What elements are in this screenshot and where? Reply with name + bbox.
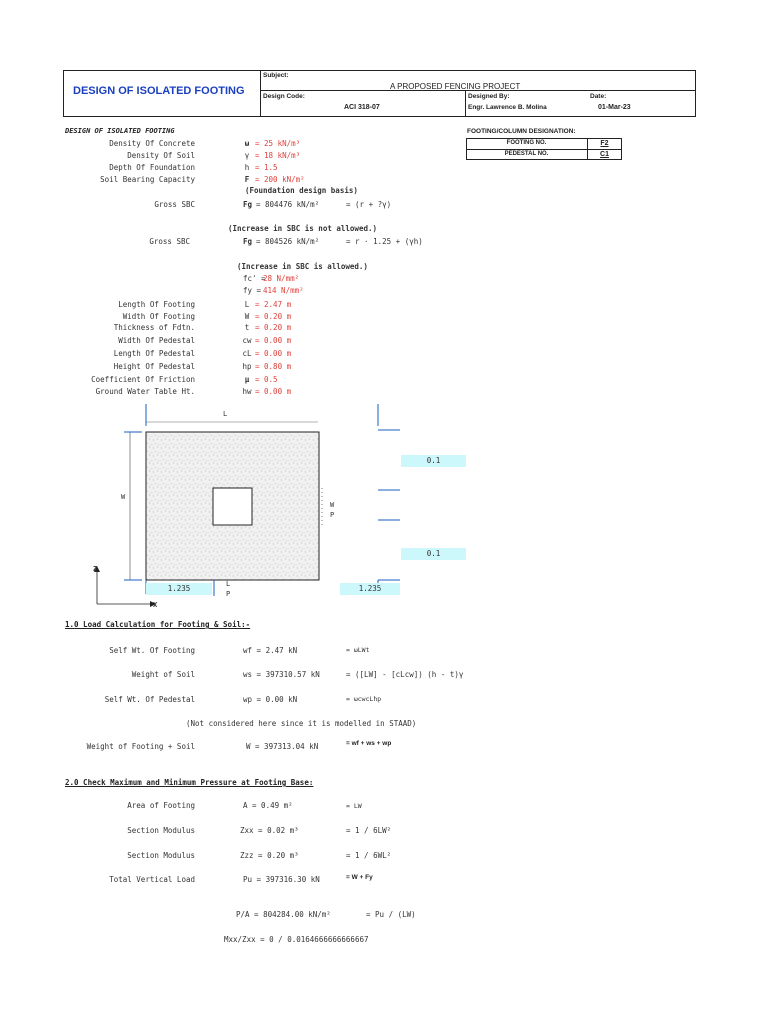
sbc-label: Soil Bearing Capacity	[100, 175, 195, 184]
pressure-heading: 2.0 Check Maximum and Minimum Pressure at Footing Base:	[65, 778, 314, 787]
sbc-allowed-note: (Increase in SBC is allowed.)	[237, 262, 368, 271]
thickness-label: Thickness of Fdtn.	[113, 323, 195, 332]
diagram-label-L: L	[223, 410, 228, 418]
friction-symbol: μ	[244, 375, 250, 384]
fc-value: 28 N/mm²	[263, 274, 300, 283]
density-concrete-symbol: ω	[244, 139, 250, 148]
height-pedestal-label: Height Of Pedestal	[113, 362, 195, 371]
gross-sbc-label-2: Gross SBC	[149, 237, 190, 246]
document-title: DESIGN OF ISOLATED FOOTING	[73, 85, 245, 97]
diagram-label-LP-l: L	[226, 580, 231, 588]
date-value: 01-Mar-23	[598, 104, 631, 111]
designation-heading: FOOTING/COLUMN DESIGNATION:	[467, 128, 576, 135]
designed-by-label: Designed By:	[468, 93, 510, 100]
gwt-label: Ground Water Table Ht.	[95, 387, 195, 396]
gross-sbc-formula-2: = r · 1.25 + (γh)	[346, 237, 423, 246]
gwt-value: = 0.00 m	[255, 387, 292, 396]
sbc-value: = 200 kN/m²	[255, 175, 305, 184]
pedestal-outline	[213, 488, 252, 525]
diagram-label-W: W	[121, 493, 126, 501]
width-footing-symbol: W	[244, 312, 250, 321]
pedestal-no-label: PEDESTAL NO.	[504, 151, 549, 157]
staad-note: (Not considered here since it is modelled in STAAD)	[186, 719, 417, 728]
pressure-pa-formula: = Pu / (LW)	[366, 910, 416, 919]
section-modulus-zz-label: Section Modulus	[127, 851, 195, 860]
bottom-right-offset: 1.235	[340, 583, 400, 595]
basis-note: (Foundation design basis)	[245, 186, 358, 195]
section-modulus-zz-formula: = 1 / 6WL²	[346, 851, 392, 860]
gross-sbc-label-1: Gross SBC	[154, 200, 195, 209]
height-pedestal-symbol: hp	[242, 362, 252, 371]
subject-value: A PROPOSED FENCING PROJECT	[390, 82, 521, 91]
length-footing-label: Length Of Footing	[118, 300, 195, 309]
gross-sbc-value-2: = 804526 kN/m²	[256, 237, 320, 246]
depth-symbol: h	[244, 163, 250, 172]
footing-plan-diagram	[80, 398, 480, 613]
self-wt-footing-formula: = ωLWt	[346, 646, 370, 654]
depth-label: Depth Of Foundation	[109, 163, 195, 172]
density-concrete-value: = 25 kN/m³	[255, 139, 301, 148]
pressure-pa-value: P/A = 804284.00 kN/m²	[236, 910, 331, 919]
right-bottom-offset: 0.1	[401, 548, 466, 560]
date-label: Date:	[590, 93, 607, 100]
axis-x-label: X	[153, 601, 158, 609]
friction-value: = 0.5	[255, 375, 278, 384]
density-soil-label: Density Of Soil	[127, 151, 195, 160]
width-footing-label: Width Of Footing	[122, 312, 195, 321]
design-code-value: ACI 318-07	[344, 104, 380, 111]
weight-footing-soil-formula: = wf + ws + wp	[346, 740, 392, 747]
area-footing-label: Area of Footing	[127, 801, 195, 810]
width-footing-value: = 0.20 m	[255, 312, 292, 321]
self-wt-pedestal-value: wp = 0.00 kN	[243, 695, 298, 704]
width-pedestal-symbol: cw	[242, 336, 252, 345]
pedestal-no-value: C1	[600, 151, 609, 158]
axis-z-label: Z	[93, 565, 98, 573]
section-modulus-xx-value: Zxx = 0.02 m³	[240, 826, 299, 835]
density-soil-value: = 18 kN/m³	[255, 151, 301, 160]
gross-sbc-value-1: = 804476 kN/m²	[256, 200, 320, 209]
designed-by-value: Engr. Lawrence B. Molina	[468, 104, 547, 111]
fy-symbol: fy =	[243, 286, 262, 295]
length-pedestal-symbol: cL	[242, 349, 252, 358]
density-soil-symbol: γ	[244, 151, 250, 160]
diagram-label-WP-p: P	[330, 511, 335, 519]
section-modulus-xx-label: Section Modulus	[127, 826, 195, 835]
length-footing-symbol: L	[244, 300, 250, 309]
diagram-label-LP-p: P	[226, 590, 231, 598]
width-pedestal-label: Width Of Pedestal	[118, 336, 195, 345]
moment-ratio-value: Mxx/Zxx = 0 / 0.0164666666666667	[224, 935, 369, 944]
gross-sbc-symbol-2: Fg	[243, 237, 253, 246]
load-calc-heading: 1.0 Load Calculation for Footing & Soil:-	[65, 620, 251, 629]
total-vertical-load-formula: = W + Fy	[346, 874, 373, 881]
design-code-label: Design Code:	[263, 93, 305, 100]
thickness-symbol: t	[244, 323, 250, 332]
right-top-offset: 0.1	[401, 455, 466, 467]
self-wt-pedestal-label: Self Wt. Of Pedestal	[104, 695, 195, 704]
friction-label: Coefficient Of Friction	[91, 375, 195, 384]
total-vertical-load-value: Pu = 397316.30 kN	[243, 875, 320, 884]
length-pedestal-label: Length Of Pedestal	[113, 349, 195, 358]
sbc-symbol: F	[244, 175, 250, 184]
section-title: DESIGN OF ISOLATED FOOTING	[65, 127, 175, 135]
subject-label: Subject:	[263, 72, 289, 79]
thickness-value: = 0.20 m	[255, 323, 292, 332]
weight-soil-value: ws = 397310.57 kN	[243, 670, 320, 679]
self-wt-footing-label: Self Wt. Of Footing	[109, 646, 195, 655]
section-modulus-xx-formula: = 1 / 6LW²	[346, 826, 392, 835]
fy-value: 414 N/mm²	[263, 286, 304, 295]
self-wt-footing-value: wf = 2.47 kN	[243, 646, 298, 655]
sbc-not-allowed-note: (Increase in SBC is not allowed.)	[228, 224, 378, 233]
area-footing-value: A = 0.49 m²	[243, 801, 293, 810]
width-pedestal-value: = 0.00 m	[255, 336, 292, 345]
bottom-left-offset: 1.235	[146, 583, 212, 595]
weight-soil-formula: = ([LW] - [cLcw]) (h - t)γ	[346, 670, 464, 679]
diagram-label-WP-w: W	[330, 501, 335, 509]
density-concrete-label: Density Of Concrete	[109, 139, 195, 148]
total-vertical-load-label: Total Vertical Load	[109, 875, 195, 884]
footing-no-value: F2	[600, 140, 609, 147]
gwt-symbol: hw	[242, 387, 252, 396]
length-pedestal-value: = 0.00 m	[255, 349, 292, 358]
weight-footing-soil-value: W = 397313.04 kN	[246, 742, 319, 751]
gross-sbc-symbol-1: Fg	[243, 200, 253, 209]
area-footing-formula: = LW	[346, 802, 362, 810]
gross-sbc-formula-1: = (r + ?γ)	[346, 200, 392, 209]
section-modulus-zz-value: Zzz = 0.20 m³	[240, 851, 299, 860]
weight-soil-label: Weight of Soil	[131, 670, 195, 679]
depth-value: = 1.5	[255, 163, 278, 172]
height-pedestal-value: = 0.80 m	[255, 362, 292, 371]
self-wt-pedestal-formula: = ωcwcLhp	[346, 695, 382, 703]
footing-no-label: FOOTING NO.	[506, 140, 547, 146]
fc-symbol: fc' =	[243, 274, 266, 283]
length-footing-value: = 2.47 m	[255, 300, 292, 309]
weight-footing-soil-label: Weight of Footing + Soil	[86, 742, 195, 751]
